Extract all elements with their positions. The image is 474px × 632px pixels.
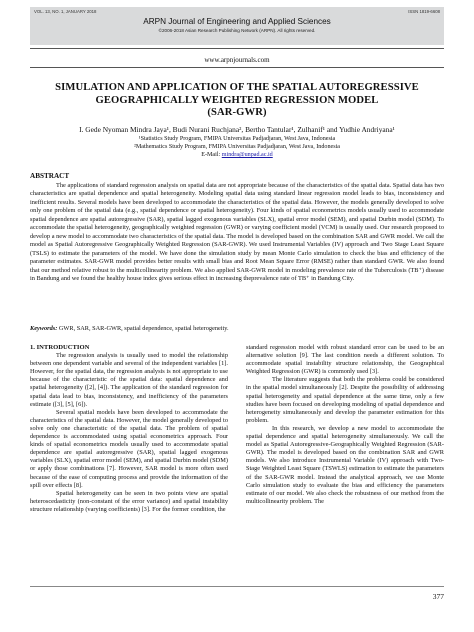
- left-column: [30, 344, 228, 514]
- email-line: [20, 152, 454, 160]
- journal-name: ARPN Journal of Engineering and Applied Sciences: [143, 17, 331, 26]
- section-heading: 1. INTRODUCTION: [30, 344, 90, 351]
- email-link[interactable]: mindra@unpad.ac.id: [221, 152, 273, 158]
- keywords-text: GWR, SAR, SAR-GWR, spatial dependence, spatial heterogeneity.: [58, 325, 229, 332]
- keywords-line: [30, 325, 444, 332]
- website-divider: [30, 67, 444, 68]
- affiliation-1: ¹Statistics Study Program, FMIPA Universitas Padjadjaran, West Java, Indonesia: [138, 136, 336, 142]
- paper-title: [40, 82, 434, 120]
- affiliation-2: ²Mathematics Study Program, FMIPA Universitas Padjadjaran, West Java, Indonesia: [134, 144, 340, 150]
- paragraph: Several spatial models have been developed to accommodate the characteristics of the spatial data. However, the model generally developed to solve only one characteristic of the spatial data. The problem of spatial dependence is accommodated using spatial econometrics approach. Four kinds of spatial econometrics models usually used to accommodate spatial dependence are spatial autoregressive (SAR), spatial lagged exogenous variables (SLX), spatial error model (SEM), and spatial Durbin model (SDM) or apply those combinations [7]. However, SAR model is more often used because of the ease of computing process and provide the information of the spill over effects [8].: [30, 408, 228, 489]
- title-line: (SAR-GWR): [207, 107, 267, 119]
- author-list: I. Gede Nyoman Mindra Jaya¹, Budi Nurani Ruchjana², Bertho Tantular¹, Zulhanif¹ and Yudhie Andriyana¹: [79, 125, 395, 134]
- abstract-text: The applications of standard regression analysis on spatial data are not appropriate because of the characteristics of the spatial data. Spatial data has two characteristics are spatial dependence and spatial heterogeneity. Modeling spatial data using standard linear regression model leads to bias, inconsistency and inefficient results. Several models have been developed to accommodate the characteristics of the spatial data. However, the models generally developed to solve only one problem of the spatial data (e.g., spatial dependence or spatial heterogeneity). Four kinds of spatial econometrics models usually used to accommodate spatial dependence are spatial autoregressive (SAR), spatial lagged exogenous variables (SLX), spatial error model (SEM), and spatial Durbin model (SDM). To accommodate the spatial heterogeneity, geographically weighted regression (GWR) or varying coefficient model (VCM) is usually used. Our research proposed to develop a new model to accommodate two characteristics of the spatial data. The model is developed based on the combination SAR and GWR model. We call the model as Spatial Autoregressive Geographically Weighted Regression (SAR-GWR). We used Instrumental Variables (IV) approach and Two Stage Least Square (TSLS) to estimate the parameters of the model. We have done the simulation study by mean Monte Carlo simulation to check the bias and efficiency of the parameter estimates. SAR-GWR model provides better results with small bias and Root Mean Square Error (RMSE) rather than standard GWR. We also found that our method relative robust to the multicollinearity problem. We also applied SAR-GWR model in modeling prevalence rate of the Tuberculosis (TB⁺) disease in Bandung and we found the healthy house index gives serious effect in increasing theprevalence rate of TB⁺ in Bandung City.: [30, 182, 444, 282]
- journal-website: www.arpnjournals.com: [204, 56, 270, 64]
- volume-info: VOL. 13, NO. 1, JANUARY 2018: [34, 9, 97, 14]
- paragraph: Spatial heterogeneity can be seen in two points view are spatial heteroscedasticity (non-constant of the error variance) and spatial instability structure relationship (varying coefficients) [3]. For the former condition, the: [30, 489, 228, 513]
- keywords-label: Keywords:: [30, 325, 58, 332]
- abstract-heading: ABSTRACT: [30, 172, 70, 180]
- email-label: E-Mail:: [201, 152, 221, 158]
- paragraph: The regression analysis is usually used to model the relationship between one dependent variable and several of the independent variables [1]. However, for the spatial data, the regression analysis is not appropriate to use because of the characteristic of the spatial data: spatial dependence and spatial heterogeneity ([2], [4]). The application of the standard regression for spatial data lead to bias, inconsistency, and inefficiency of the parameters estimate ([3], [5], [6]).: [30, 352, 228, 408]
- right-column: [246, 344, 444, 506]
- paragraph: The literature suggests that both the problems could be considered in the spatial model simultaneously [2]. Despite the possibility of addressing spatial heterogeneity and spatial dependence at the same time, only a few studies have been focused on developing modeling of spatial dependence and heterogeneity simultaneously and develop the parameter estimation for this problem.: [246, 376, 444, 424]
- issn-info: ISSN 1819-6608: [408, 9, 440, 14]
- title-line: GEOGRAPHICALLY WEIGHTED REGRESSION MODEL: [95, 94, 379, 106]
- footer-divider: [30, 586, 444, 587]
- paragraph: In this research, we develop a new model to accommodate the spatial dependence and spatial heterogeneity simultaneously. We call the model as Spatial Autoregressive-Geographically Weighted Regression (SAR-GWR). The model is developed based on the combination SAR and GWR models. We also introduce Instrumental Variable (IV) approach with Two-Stage Weighted Least Square (TSWLS) estimation to estimate the parameters of the SAR-GWR model. Instead the analytical approach, we use Monte Carlo simulation study to evaluate the bias and efficiency the parameters estimate of our model. We also check the robustness of our method from the multicollinearity problem. The: [246, 424, 444, 505]
- title-line: SIMULATION AND APPLICATION OF THE SPATIAL AUTOREGRESSIVE: [55, 82, 419, 93]
- page-number: 377: [432, 592, 444, 601]
- journal-header: [30, 7, 444, 45]
- header-divider: [30, 48, 444, 49]
- copyright-line: ©2006-2018 Asian Research Publishing Network (ARPN). All rights reserved.: [158, 28, 316, 33]
- paragraph: standard regression model with robust standard error can be used to be an alternative solution [9]. The last condition needs a different solution. To accommodate spatial instability structure relationship, the Geographical Weighted Regression (GWR) is commonly used [3].: [246, 344, 444, 376]
